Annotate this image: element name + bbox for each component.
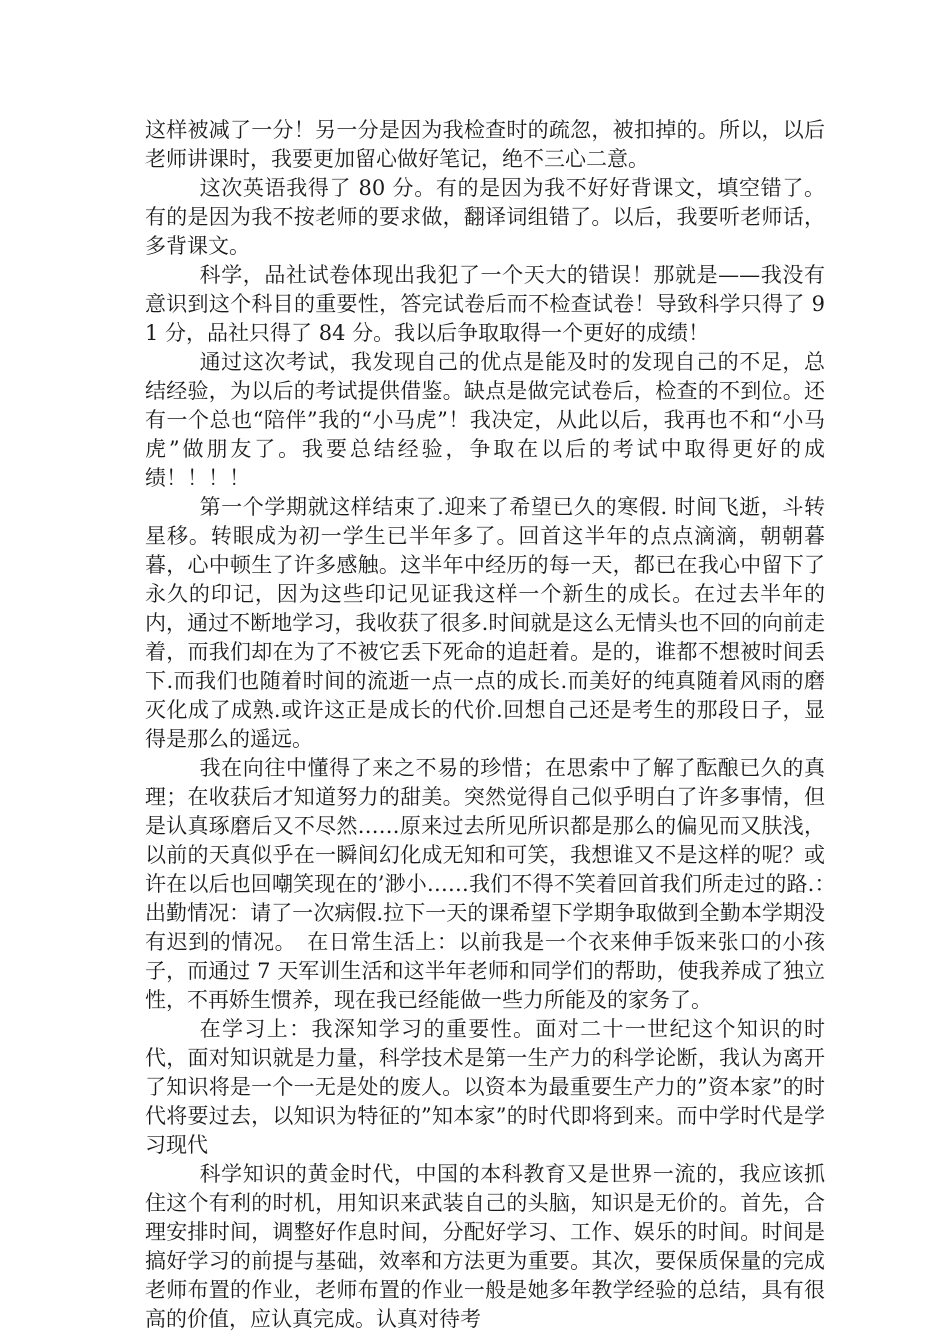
paragraph: 通过这次考试，我发现自己的优点是能及时的发现自己的不足，总结经验，为以后的考试提供借鉴。缺点是做完试卷后，检查的不到位。还有一个总也“陪伴”我的“小马虎”！我决定，从此以后，我再也不和“小马虎”做朋友了。我要总结经验，争取在以后的考试中取得更好的成绩！！！！ <box>145 350 825 490</box>
paragraph: 这次英语我得了 80 分。有的是因为我不好好背课文，填空错了。有的是因为我不按老师的要求做，翻译词组错了。以后，我要听老师话，多背课文。 <box>145 176 825 258</box>
paragraph: 在学习上：我深知学习的重要性。面对二十一世纪这个知识的时代，面对知识就是力量，科学技术是第一生产力的科学论断，我认为离开了知识将是一个一无是处的废人。以资本为最重要生产力的”资本家”的时代将要过去，以知识为特征的”知本家”的时代即将到来。而中学时代是学习现代 <box>145 1017 825 1157</box>
paragraph: 科学，品社试卷体现出我犯了一个天大的错误！那就是——我没有意识到这个科目的重要性，答完试卷后而不检查试卷！导致科学只得了 91 分，品社只得了 84 分。我以后争取取得一个更好的成绩！ <box>145 263 825 345</box>
document-body <box>145 116 846 1334</box>
paragraph: 我在向往中懂得了来之不易的珍惜；在思索中了解了酝酿已久的真理；在收获后才知道努力的甜美。突然觉得自己似乎明白了许多事情，但是认真琢磨后又不尽然……原来过去所见所识都是那么的偏见而又肤浅，以前的天真似乎在一瞬间幻化成无知和可笑，我想谁又不是这样的呢？或许在以后也回嘲笑现在的’渺小……我们不得不笑着回首我们所走过的路.： 出勤情况：请了一次病假.拉下一天的课希望下学期争取做到全勤本学期没有迟到的情况。 在日常生活上：以前我是一个衣来伸手饭来张口的小孩子，而通过 7 天军训生活和这半年老师和同学们的帮助，使我养成了独立性，不再娇生惯养，现在我已经能做一些力所能及的家务了。 <box>145 756 846 1012</box>
paragraph: 第一个学期就这样结束了.迎来了希望已久的寒假. 时间飞逝，斗转星移。转眼成为初一学生已半年多了。回首这半年的点点滴滴，朝朝暮暮，心中顿生了许多感触。这半年中经历的每一天，都已在我心中留下了永久的印记，因为这些印记见证我这样一个新生的成长。在过去半年的内，通过不断地学习，我收获了很多.时间就是这么无情头也不回的向前走着，而我们却在为了不被它丢下死命的追赶着。是的，谁都不想被时间丢下.而我们也随着时间的流逝一点一点的成长.而美好的纯真随着风雨的磨灭化成了成熟.或许这正是成长的代价.回想自己还是考生的那段日子，显得是那么的遥远。 <box>145 495 825 751</box>
paragraph: 科学知识的黄金时代，中国的本科教育又是世界一流的，我应该抓住这个有利的时机，用知识来武装自己的头脑，知识是无价的。首先，合理安排时间，调整好作息时间，分配好学习、工作、娱乐的时间。时间是搞好学习的前提与基础，效率和方法更为重要。其次，要保质保量的完成老师布置的作业，老师布置的作业一般是她多年教学经验的总结，具有很高的价值，应认真完成。认真对待考 <box>145 1162 825 1331</box>
paragraph: 这样被减了一分！另一分是因为我检查时的疏忽，被扣掉的。所以，以后老师讲课时，我要更加留心做好笔记，绝不三心二意。 <box>145 118 825 171</box>
